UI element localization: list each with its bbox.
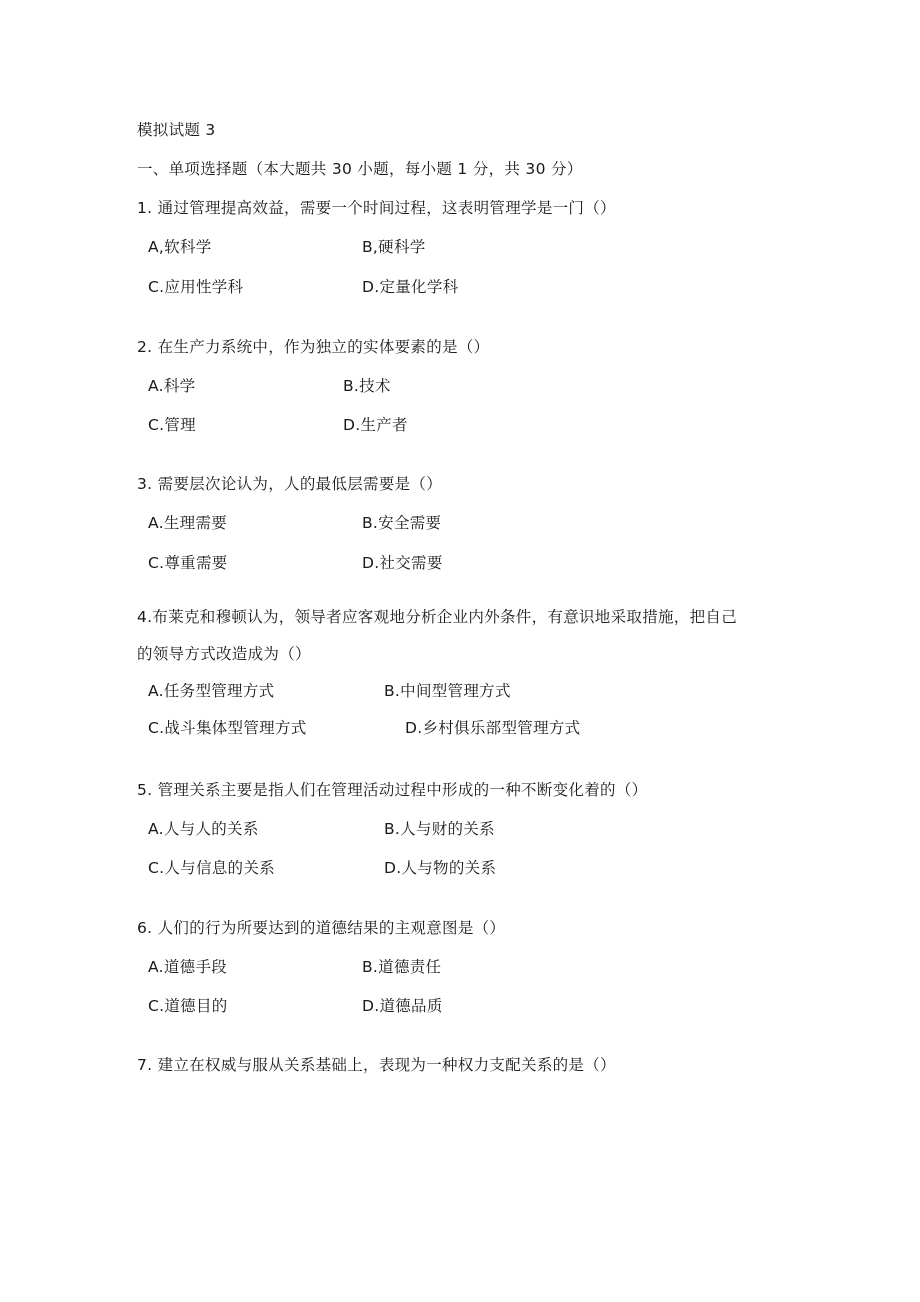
question-6-option-b: B.道德责任: [362, 958, 442, 976]
question-3-option-a: A.生理需要: [148, 514, 228, 532]
question-3-option-d: D.社交需要: [362, 554, 443, 572]
question-4-option-d: D.乡村俱乐部型管理方式: [405, 719, 581, 737]
question-5-option-d: D.人与物的关系: [384, 859, 497, 877]
question-1-option-d: D.定量化学科: [362, 278, 459, 296]
question-1-stem: 1. 通过管理提高效益，需要一个时间过程，这表明管理学是一门（）: [137, 199, 616, 217]
question-2-option-d: D.生产者: [343, 416, 408, 434]
question-7-stem: 7. 建立在权威与服从关系基础上，表现为一种权力支配关系的是（）: [137, 1056, 616, 1074]
question-2-option-c: C.管理: [148, 416, 196, 434]
question-4-option-c: C.战斗集体型管理方式: [148, 719, 307, 737]
question-6-option-c: C.道德目的: [148, 997, 228, 1015]
question-5-option-a: A.人与人的关系: [148, 820, 259, 838]
question-6-option-a: A.道德手段: [148, 958, 228, 976]
question-4-stem-line-2: 的领导方式改造成为（）: [137, 645, 311, 663]
question-3-option-b: B.安全需要: [362, 514, 442, 532]
question-5-option-c: C.人与信息的关系: [148, 859, 275, 877]
question-4-option-b: B.中间型管理方式: [384, 682, 511, 700]
question-2-stem: 2. 在生产力系统中，作为独立的实体要素的是（）: [137, 338, 490, 356]
section-heading: 一、单项选择题（本大题共 30 小题，每小题 1 分，共 30 分）: [137, 160, 583, 178]
question-1-option-a: A,软科学: [148, 238, 212, 256]
question-1-option-b: B,硬科学: [362, 238, 426, 256]
question-2-option-b: B.技术: [343, 377, 391, 395]
document-title: 模拟试题 3: [137, 121, 216, 139]
question-3-option-c: C.尊重需要: [148, 554, 228, 572]
question-3-stem: 3. 需要层次论认为，人的最低层需要是（）: [137, 475, 443, 493]
question-4-option-a: A.任务型管理方式: [148, 682, 275, 700]
question-5-option-b: B.人与财的关系: [384, 820, 495, 838]
question-6-option-d: D.道德品质: [362, 997, 443, 1015]
question-4-stem-line-1: 4.布莱克和穆顿认为，领导者应客观地分析企业内外条件，有意识地采取措施，把自己: [137, 608, 737, 626]
question-6-stem: 6. 人们的行为所要达到的道德结果的主观意图是（）: [137, 919, 506, 937]
question-2-option-a: A.科学: [148, 377, 196, 395]
question-5-stem: 5. 管理关系主要是指人们在管理活动过程中形成的一种不断变化着的（）: [137, 781, 648, 799]
question-1-option-c: C.应用性学科: [148, 278, 244, 296]
